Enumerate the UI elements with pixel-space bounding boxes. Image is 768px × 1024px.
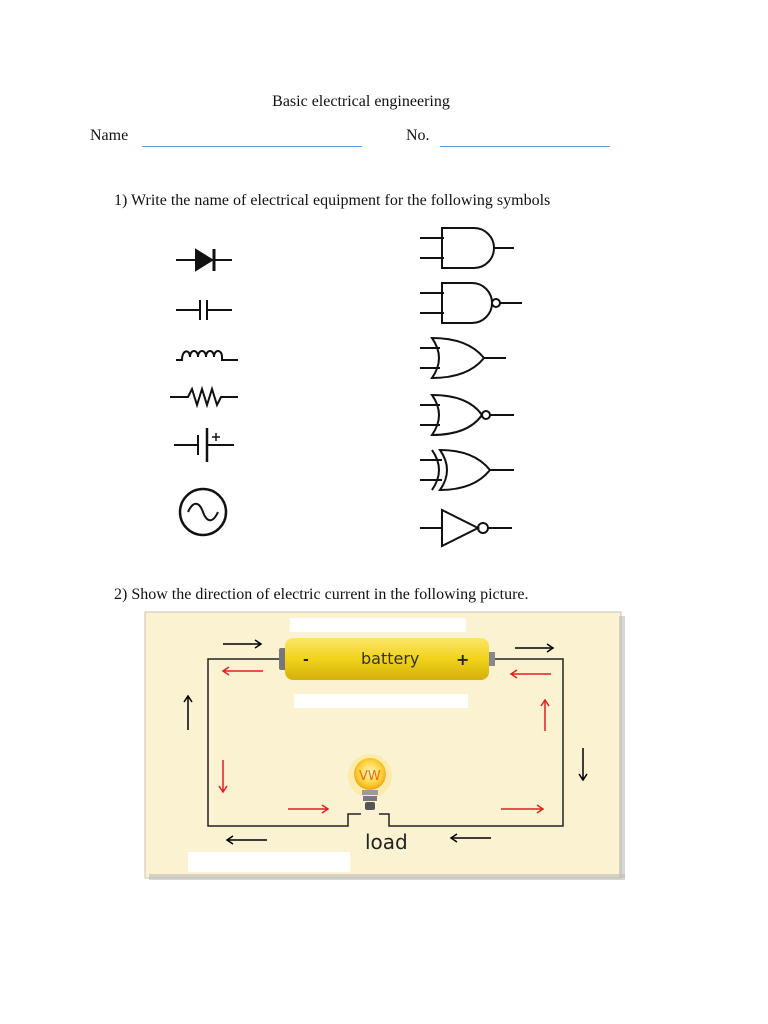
and-gate-icon — [420, 228, 514, 268]
name-label: Name — [90, 127, 129, 144]
question-1: 1) Write the name of electrical equipment for the following symbols — [114, 192, 551, 209]
component-symbols — [160, 225, 260, 545]
number-field[interactable] — [440, 146, 610, 147]
page-title: Basic electrical engineering — [272, 93, 450, 110]
answer-box-top[interactable] — [290, 618, 466, 632]
inductor-icon — [176, 351, 238, 360]
xor-gate-icon — [420, 450, 514, 490]
battery-label: battery — [361, 649, 420, 668]
load-label: load — [365, 830, 408, 854]
capacitor-icon — [176, 300, 232, 320]
battery-cell-icon — [174, 428, 234, 462]
negative-terminal: - — [303, 652, 309, 668]
resistor-icon — [170, 389, 238, 405]
nand-gate-icon — [420, 283, 522, 323]
question-2: 2) Show the direction of electric current in the following picture. — [114, 586, 529, 603]
logic-gate-symbols — [416, 220, 536, 560]
or-gate-icon — [420, 338, 506, 378]
answer-box-middle[interactable] — [294, 694, 468, 708]
answer-box-bottom[interactable] — [188, 852, 350, 872]
diode-icon — [176, 249, 232, 271]
nor-gate-icon — [420, 395, 514, 435]
bulb-filament: VW — [359, 769, 381, 784]
circuit-picture — [143, 610, 625, 882]
ac-source-icon — [180, 489, 226, 535]
not-gate-icon — [420, 510, 512, 546]
battery — [279, 638, 495, 680]
number-label: No. — [406, 127, 430, 144]
name-field[interactable] — [142, 146, 362, 147]
positive-terminal: + — [456, 650, 470, 669]
